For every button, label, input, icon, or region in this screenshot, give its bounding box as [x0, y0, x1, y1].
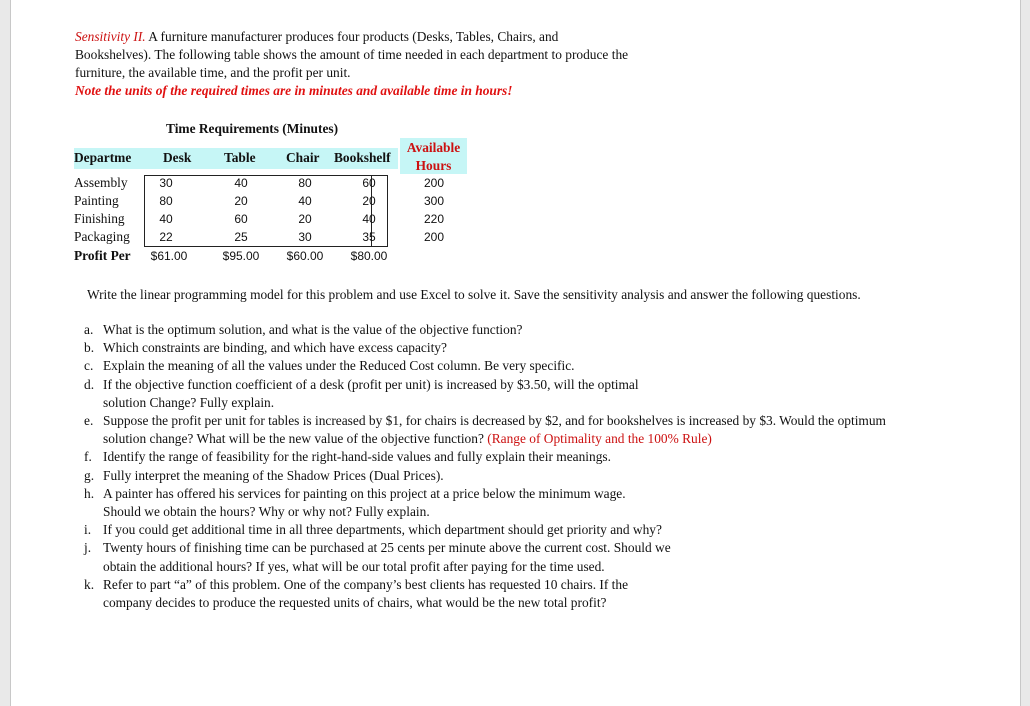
- profit-bookshelf: $80.00: [350, 249, 388, 263]
- question-letter: d.: [84, 376, 95, 392]
- question-text: Identify the range of feasibility for the right-hand-side values and fully explain their meanings.: [103, 449, 611, 465]
- list-item: [84, 412, 918, 448]
- cell-desk: 22: [159, 230, 173, 244]
- cell-desk: 40: [159, 212, 173, 226]
- question-hint: (Range of Optimality and the 100% Rule): [487, 431, 712, 447]
- profit-row: [74, 248, 404, 266]
- cell-table: 40: [234, 176, 248, 190]
- list-item: [84, 485, 665, 521]
- list-item: [84, 467, 703, 485]
- units-note: Note the units of the required times are in minutes and available time in hours!: [75, 83, 513, 98]
- question-text: Twenty hours of finishing time can be purchased at 25 cents per minute above the current cost. Should we obtain the additional hours? If yes, what will be our total profit after paying for the time used.: [103, 540, 671, 574]
- time-requirements-table: [74, 138, 469, 266]
- question-text: Explain the meaning of all the values under the Reduced Cost column. Be very specific.: [103, 358, 575, 374]
- intro-text: A furniture manufacturer produces four products (Desks, Tables, Chairs, and Bookshelves). The following table shows the amount of time needed in each department to produce the furniture, the available time, and the profit per unit.: [75, 29, 629, 80]
- cell-available: 200: [423, 230, 445, 244]
- profit-table: $95.00: [222, 249, 260, 263]
- row-department: Painting: [74, 193, 119, 208]
- list-item: [84, 339, 703, 357]
- cell-desk: 80: [159, 194, 173, 208]
- cell-bookshelf: 20: [362, 194, 376, 208]
- cell-available: 300: [423, 194, 445, 208]
- cell-bookshelf: 60: [362, 176, 376, 190]
- question-letter: b.: [84, 340, 95, 356]
- profit-desk: $61.00: [150, 249, 188, 263]
- header-desk: Desk: [163, 150, 192, 165]
- list-item: [84, 448, 743, 466]
- header-department: Departme: [74, 150, 132, 165]
- cell-table: 20: [234, 194, 248, 208]
- list-item: [84, 576, 675, 612]
- question-letter: k.: [84, 576, 95, 592]
- cell-chair: 80: [298, 176, 312, 190]
- header-table: Table: [224, 150, 256, 165]
- question-text: Suppose the profit per unit for tables is increased by $1, for chairs is decreased by $2, and for bookshelves is increased by $3. Would the optimum solution change? What will be the new value of the objective function?: [103, 413, 886, 447]
- question-text: Fully interpret the meaning of the Shadow Prices (Dual Prices).: [103, 467, 444, 483]
- table-rows: [74, 175, 469, 247]
- cell-table: 60: [234, 212, 248, 226]
- question-text: A painter has offered his services for painting on this project at a price below the minimum wage. Should we obtain the hours? Why or why not? Fully explain.: [103, 485, 626, 520]
- profit-label: Profit Per: [74, 248, 131, 263]
- cell-table: 25: [234, 230, 248, 244]
- question-text: Which constraints are binding, and which have excess capacity?: [103, 340, 447, 356]
- question-text: What is the optimum solution, and what is the value of the objective function?: [103, 322, 523, 337]
- question-letter: f.: [84, 449, 92, 465]
- header-bookshelf: Bookshelf: [334, 150, 391, 165]
- cell-chair: 20: [298, 212, 312, 226]
- question-letter: h.: [84, 485, 95, 501]
- row-department: Assembly: [74, 175, 128, 190]
- cell-available: 220: [423, 212, 445, 226]
- header-chair: Chair: [286, 150, 320, 165]
- document-page: [10, 0, 1021, 706]
- question-letter: g.: [84, 467, 95, 483]
- cell-chair: 40: [298, 194, 312, 208]
- table-row: [74, 175, 469, 193]
- intro-paragraph: [75, 28, 635, 100]
- instruction-text: Write the linear programming model for this problem and use Excel to solve it. Save the sensitivity analysis and answer the following questions.: [87, 287, 861, 302]
- question-letter: i.: [84, 522, 92, 538]
- question-letter: j.: [84, 540, 92, 556]
- list-item: [84, 376, 665, 412]
- question-letter: e.: [84, 413, 94, 429]
- question-letter: c.: [84, 358, 94, 374]
- header-available-hours: Available Hours: [406, 140, 461, 173]
- question-text: If the objective function coefficient of a desk (profit per unit) is increased by $3.50, will the optimal solution Change? Fully explain.: [103, 376, 639, 410]
- cell-chair: 30: [298, 230, 312, 244]
- cell-bookshelf: 35: [362, 230, 376, 244]
- table-row: [74, 193, 469, 211]
- cell-bookshelf: 40: [362, 212, 376, 226]
- list-item: [84, 357, 703, 375]
- section-title: Sensitivity II.: [75, 29, 146, 44]
- profit-chair: $60.00: [286, 249, 324, 263]
- list-item: [84, 521, 803, 539]
- question-letter: a.: [84, 322, 94, 337]
- cell-desk: 30: [159, 176, 173, 190]
- table-caption: Time Requirements (Minutes): [166, 121, 339, 136]
- row-department: Finishing: [74, 211, 125, 226]
- row-department: Packaging: [74, 229, 130, 244]
- table-row: [74, 211, 469, 229]
- list-item: [84, 321, 703, 339]
- question-text: If you could get additional time in all three departments, which department should get priority and why?: [103, 522, 662, 538]
- question-list: [84, 321, 914, 612]
- cell-available: 200: [423, 176, 445, 190]
- table-row: [74, 229, 469, 247]
- list-item: [84, 539, 675, 575]
- question-text: Refer to part “a” of this problem. One of the company’s best clients has requested 10 chairs. If the company decides to produce the requested units of chairs, what would be the new total profit?: [103, 576, 629, 611]
